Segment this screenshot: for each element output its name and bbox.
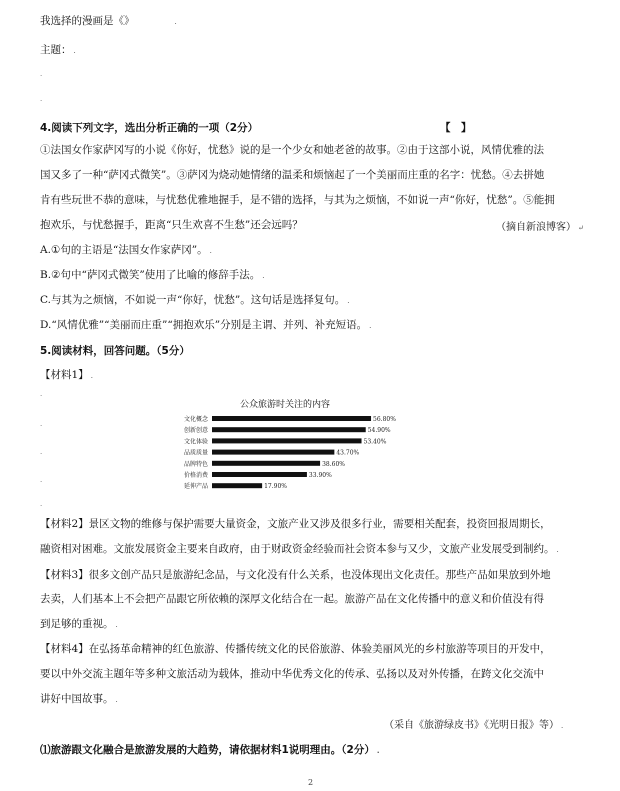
bar bbox=[212, 427, 366, 432]
answer-bracket: 【 】 bbox=[440, 122, 472, 134]
material-2-line: 融资相对困难。文旅发展资金主要来自政府，由于财政资金经验而社会资本参与又少，文旅产业发展受到制约。 . bbox=[40, 543, 559, 555]
value-label: 56.80% bbox=[373, 416, 396, 423]
question-4-title: 4.阅读下列文字，选出分析正确的一项（2分） bbox=[40, 122, 259, 134]
category-label: 品牌特色 bbox=[183, 460, 208, 468]
blank-line-mark: . bbox=[40, 420, 43, 428]
bar bbox=[212, 461, 320, 466]
material-4-line: 【材料4】在弘扬革命精神的红色旅游、传播传统文化的民俗旅游、体验美丽风光的乡村旅游等项目的开发中， bbox=[40, 643, 551, 655]
materials-source: （采自《旅游绿皮书》《光明日报》等） . bbox=[384, 720, 564, 731]
bar bbox=[212, 483, 262, 488]
category-label: 文化概念 bbox=[183, 416, 208, 423]
category-label: 文化体验 bbox=[183, 438, 208, 446]
bar bbox=[212, 450, 334, 455]
category-label: 品质质量 bbox=[183, 449, 208, 457]
q4-passage-line: 国又多了一种“萨冈式微笑”。③萨冈为烧动她情绪的温柔和烦恼起了一个美丽而庄重的名字：忧愁。④去拼她 bbox=[40, 169, 545, 181]
option-b: B.②句中“萨冈式微笑”使用了比喻的修辞手法。 . bbox=[40, 269, 265, 281]
category-label: 延伸产品 bbox=[183, 483, 208, 491]
material-4-line: 讲好中国故事。 . bbox=[40, 693, 118, 705]
blank-line-mark: . bbox=[40, 70, 43, 78]
value-label: 38.60% bbox=[322, 460, 345, 468]
bar bbox=[212, 472, 307, 477]
q4-source: （摘自新浪博客） ↵ bbox=[496, 222, 584, 233]
q4-passage-line: 肯有些玩世不恭的意味，与忧愁优雅地握手，是不错的选择，与其为之烦恼，不如说一声“你好，忧愁”。⑤能拥 bbox=[40, 194, 555, 206]
value-label: 17.90% bbox=[264, 483, 288, 491]
bar bbox=[212, 416, 371, 421]
value-label: 33.90% bbox=[308, 472, 332, 479]
material-3-line: 【材料3】很多文创产品只是旅游纪念品，与文化没有什么关系，也没体现出文化责任。那些产品如果放到外地 bbox=[40, 569, 551, 581]
question-5-title: 5.阅读材料，回答问题。（5分） bbox=[40, 345, 190, 357]
bar-chart bbox=[140, 396, 430, 496]
blank-line-mark: . bbox=[40, 476, 43, 484]
category-label: 价格消费 bbox=[183, 472, 208, 479]
sub-question-1: ⑴旅游跟文化融合是旅游发展的大趋势，请依据材料1说明理由。（2分） . bbox=[40, 744, 380, 756]
page-number: 2 bbox=[308, 778, 314, 787]
option-c: C.与其为之烦恼，不如说一声“你好，忧愁”。这句话是选择复句。 . bbox=[40, 294, 350, 306]
material-2-line: 【材料2】景区文物的维修与保护需要大量资金，文旅产业又涉及很多行业，需要相关配套，投资回报周期长， bbox=[40, 518, 551, 530]
q4-passage-line: ①法国女作家萨冈写的小说《你好，忧愁》说的是一个少女和她老爸的故事。②由于这部小说，风情优雅的法 bbox=[40, 144, 544, 156]
option-a: A.①句的主语是“法国女作家萨冈”。 . bbox=[40, 244, 212, 256]
blank-line-mark: . bbox=[40, 95, 43, 103]
value-label: 53.40% bbox=[363, 438, 387, 446]
theme-line: 主题： . bbox=[40, 44, 76, 56]
chart-title: 公众旅游时关注的内容 bbox=[239, 400, 331, 410]
blank-line-mark: . bbox=[40, 390, 43, 398]
value-label: 54.90% bbox=[367, 427, 391, 435]
material-3-line: 到足够的重视。 . bbox=[40, 618, 118, 630]
category-label: 创新创意 bbox=[183, 427, 208, 435]
q4-passage-line: 抱欢乐，与忧愁握手，距离“只生欢喜不生愁”还会远吗？ bbox=[40, 219, 303, 231]
blank-line-mark: . bbox=[40, 500, 43, 508]
material-4-line: 要以中外交流主题年等多种文旅活动为载体，推动中华优秀文化的传承、弘扬以及对外传播，在跨文化交流中 bbox=[40, 668, 544, 680]
bar bbox=[212, 438, 362, 443]
blank-line-mark: . bbox=[40, 448, 43, 456]
value-label: 43.70% bbox=[336, 449, 360, 457]
comic-choice-line: 我选择的漫画是《》 . bbox=[40, 15, 177, 27]
option-d: D.“风情优雅”“美丽而庄重”“拥抱欢乐”分别是主谓、并列、补充短语。 . bbox=[40, 319, 372, 331]
material-3-line: 去卖，人们基本上不会把产品跟它所依赖的深厚文化结合在一起。旅游产品在文化传播中的意义和价值没有得 bbox=[40, 593, 544, 605]
material-1-label: 【材料1】 . bbox=[40, 369, 93, 381]
